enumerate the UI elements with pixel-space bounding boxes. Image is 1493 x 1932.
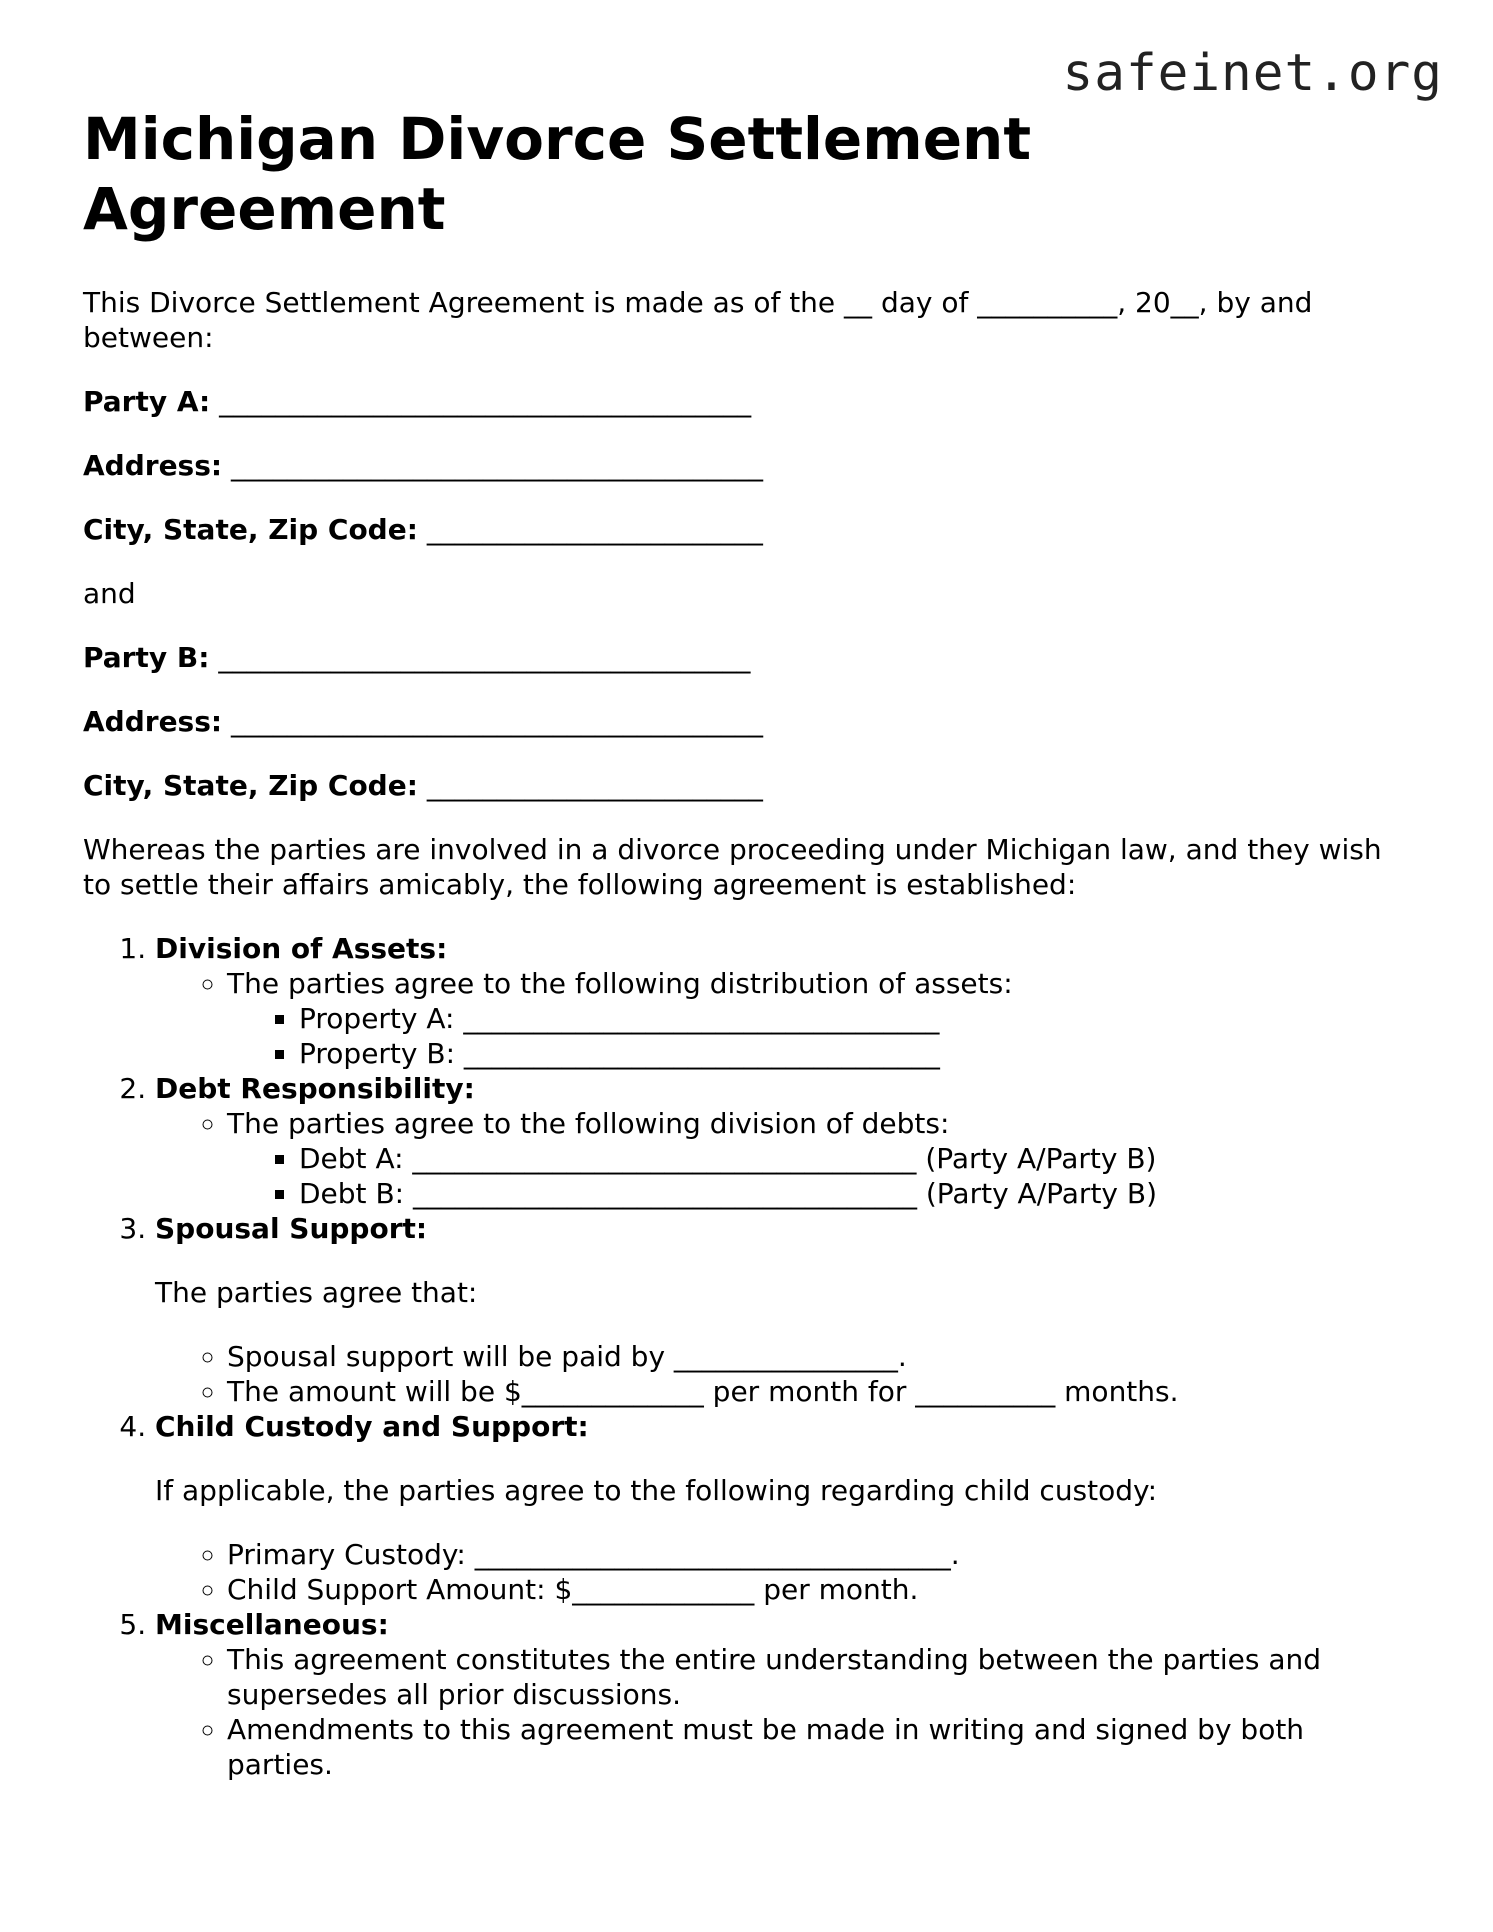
list-item: [227, 966, 1413, 1071]
sub-list: [155, 1106, 1413, 1211]
party-b-city-blank[interactable]: ________________________: [426, 769, 763, 802]
spousal-amount-line[interactable]: ◦ The amount will be $_____________ per month for __________ months.: [227, 1374, 1413, 1409]
party-b-address-field: [83, 704, 1413, 739]
party-a-name-field: [83, 384, 1413, 419]
section-paragraph: The parties agree that:: [155, 1276, 478, 1309]
party-a-name-blank[interactable]: ______________________________________: [219, 385, 752, 418]
party-a-address-field: [83, 448, 1413, 483]
sub-sub-list: [227, 1141, 1413, 1211]
party-a-city-field: [83, 512, 1413, 547]
primary-custody-line[interactable]: ◦ Primary Custody: __________________________________.: [227, 1537, 1413, 1572]
list-item-text: The parties agree to the following distribution of assets:: [227, 967, 1013, 1000]
party-b-city-field: [83, 768, 1413, 803]
sub-sub-list: [227, 1001, 1413, 1071]
watermark-logo: safeinet.org: [1062, 44, 1443, 103]
property-b-line[interactable]: ▪ Property B: __________________________________: [299, 1036, 1413, 1071]
party-a-address-blank[interactable]: ______________________________________: [231, 449, 763, 482]
section-miscellaneous: [155, 1607, 1413, 1782]
document-title: Michigan Divorce Settlement Agreement: [83, 105, 1032, 243]
and-separator: and: [83, 577, 136, 610]
section-debt-responsibility: [155, 1071, 1413, 1211]
party-b-name-label: Party B:: [83, 641, 210, 674]
section-heading: Miscellaneous:: [155, 1608, 389, 1641]
debt-b-line[interactable]: ▪ Debt B: ____________________________________ (Party A/Party B): [299, 1176, 1413, 1211]
party-a-address-label: Address:: [83, 449, 223, 482]
list-item: [227, 1106, 1413, 1211]
sub-list: [155, 966, 1413, 1071]
section-division-of-assets: [155, 931, 1413, 1071]
intro-paragraph: This Divorce Settlement Agreement is made as of the __ day of __________, 20__, by and between:: [83, 286, 1313, 354]
party-b-address-label: Address:: [83, 705, 223, 738]
list-item: ◦ This agreement constitutes the entire understanding between the parties and supersedes all prior discussions.: [227, 1642, 1413, 1712]
child-support-line[interactable]: ◦ Child Support Amount: $_____________ per month.: [227, 1572, 1413, 1607]
section-heading: Spousal Support:: [155, 1212, 428, 1245]
list-item: ◦ Amendments to this agreement must be made in writing and signed by both parties.: [227, 1712, 1413, 1782]
section-paragraph: If applicable, the parties agree to the following regarding child custody:: [155, 1474, 1157, 1507]
section-spousal-support: [155, 1211, 1413, 1409]
party-b-name-blank[interactable]: ______________________________________: [218, 641, 751, 674]
section-child-custody: [155, 1409, 1413, 1607]
sub-list: [155, 1537, 1413, 1607]
party-a-city-blank[interactable]: ________________________: [426, 513, 763, 546]
section-heading: Debt Responsibility:: [155, 1072, 475, 1105]
document-body: [83, 104, 1413, 1782]
section-heading: Division of Assets:: [155, 932, 448, 965]
debt-a-line[interactable]: ▪ Debt A: ____________________________________ (Party A/Party B): [299, 1141, 1413, 1176]
party-b-city-label: City, State, Zip Code:: [83, 769, 418, 802]
sub-list: [155, 1339, 1413, 1409]
party-a-city-label: City, State, Zip Code:: [83, 513, 418, 546]
party-a-name-label: Party A:: [83, 385, 211, 418]
list-item-text: The parties agree to the following division of debts:: [227, 1107, 950, 1140]
party-b-address-blank[interactable]: ______________________________________: [231, 705, 763, 738]
property-a-line[interactable]: ▪ Property A: __________________________________: [299, 1001, 1413, 1036]
party-b-name-field: [83, 640, 1413, 675]
sub-list: [155, 1642, 1413, 1782]
whereas-paragraph: Whereas the parties are involved in a divorce proceeding under Michigan law, and they wish to settle their affairs amicably, the following agreement is established:: [83, 833, 1382, 901]
section-heading: Child Custody and Support:: [155, 1410, 589, 1443]
agreement-sections-list: [83, 931, 1413, 1782]
spousal-payer-line[interactable]: ◦ Spousal support will be paid by ________________.: [227, 1339, 1413, 1374]
